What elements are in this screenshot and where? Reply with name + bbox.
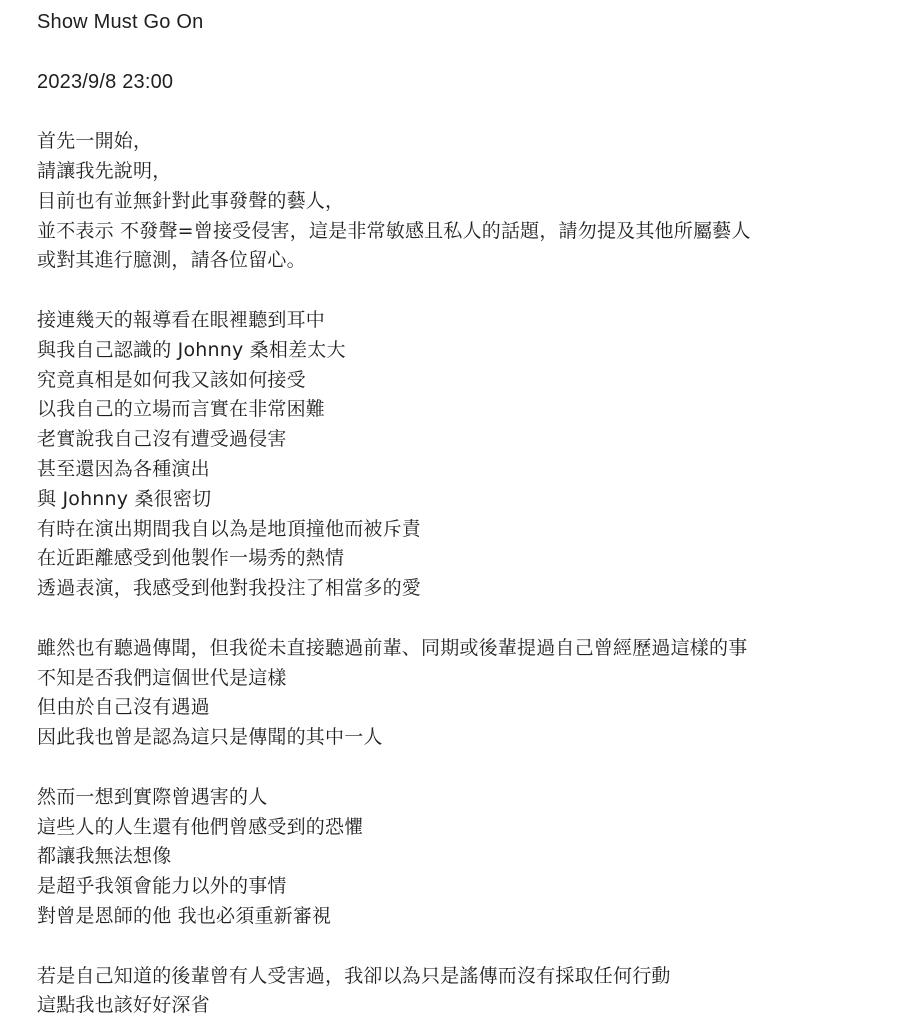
text-line: 目前也有並無針對此事發聲的藝人， [37,189,345,212]
paragraph-5 [37,962,887,1022]
blank-line [37,38,887,68]
post-datetime: 2023/9/8 23:00 [37,70,174,93]
paragraph-2 [37,306,887,604]
post-title: Show Must Go On [37,11,204,33]
text-line: 雖然也有聽過傳聞，但我從未直接聽過前輩、同期或後輩提過自己曾經歷過這樣的事 [37,636,748,659]
blank-line [37,604,887,634]
text-line: 與 Johnny 桑很密切 [37,487,212,510]
text-line: 老實說我自己沒有遭受過侵害 [37,428,287,451]
text-line: 首先一開始， [37,130,153,153]
text-line: 不知是否我們這個世代是這樣 [37,666,287,689]
document-body [37,8,887,1021]
text-line: 是超乎我領會能力以外的事情 [37,875,287,898]
text-line: 都讓我無法想像 [37,845,172,868]
blank-line [37,932,887,962]
text-line: 然而一想到實際曾遇害的人 [37,785,268,808]
text-line: 請讓我先說明， [37,159,172,182]
paragraph-3 [37,634,887,753]
text-line: 或對其進行臆測，請各位留心。 [37,249,306,272]
text-line: 有時在演出期間我自以為是地頂撞他而被斥責 [37,517,422,540]
blank-line [37,97,887,127]
text-line: 甚至還因為各種演出 [37,457,210,480]
blank-line [37,276,887,306]
text-line: 接連幾天的報導看在眼裡聽到耳中 [37,308,326,331]
paragraph-4 [37,783,887,932]
paragraph-1 [37,127,887,276]
text-line: 透過表演，我感受到他對我投注了相當多的愛 [37,577,422,600]
text-line: 若是自己知道的後輩曾有人受害過，我卻以為只是謠傳而沒有採取任何行動 [37,964,671,987]
text-line: 並不表示 不發聲=曾接受侵害，這是非常敏感且私人的話題，請勿提及其他所屬藝人 [37,219,751,242]
text-line: 究竟真相是如何我又該如何接受 [37,368,306,391]
text-line: 以我自己的立場而言實在非常困難 [37,398,326,421]
text-line: 對曾是恩師的他 我也必須重新審視 [37,904,332,927]
text-line: 與我自己認識的 Johnny 桑相差太大 [37,338,346,361]
text-line: 在近距離感受到他製作一場秀的熱情 [37,547,345,570]
blank-line [37,753,887,783]
text-line: 這些人的人生還有他們曾感受到的恐懼 [37,815,364,838]
text-line: 但由於自己沒有遇過 [37,696,210,719]
text-line: 這點我也該好好深省 [37,994,210,1017]
text-line: 因此我也曾是認為這只是傳聞的其中一人 [37,726,383,749]
